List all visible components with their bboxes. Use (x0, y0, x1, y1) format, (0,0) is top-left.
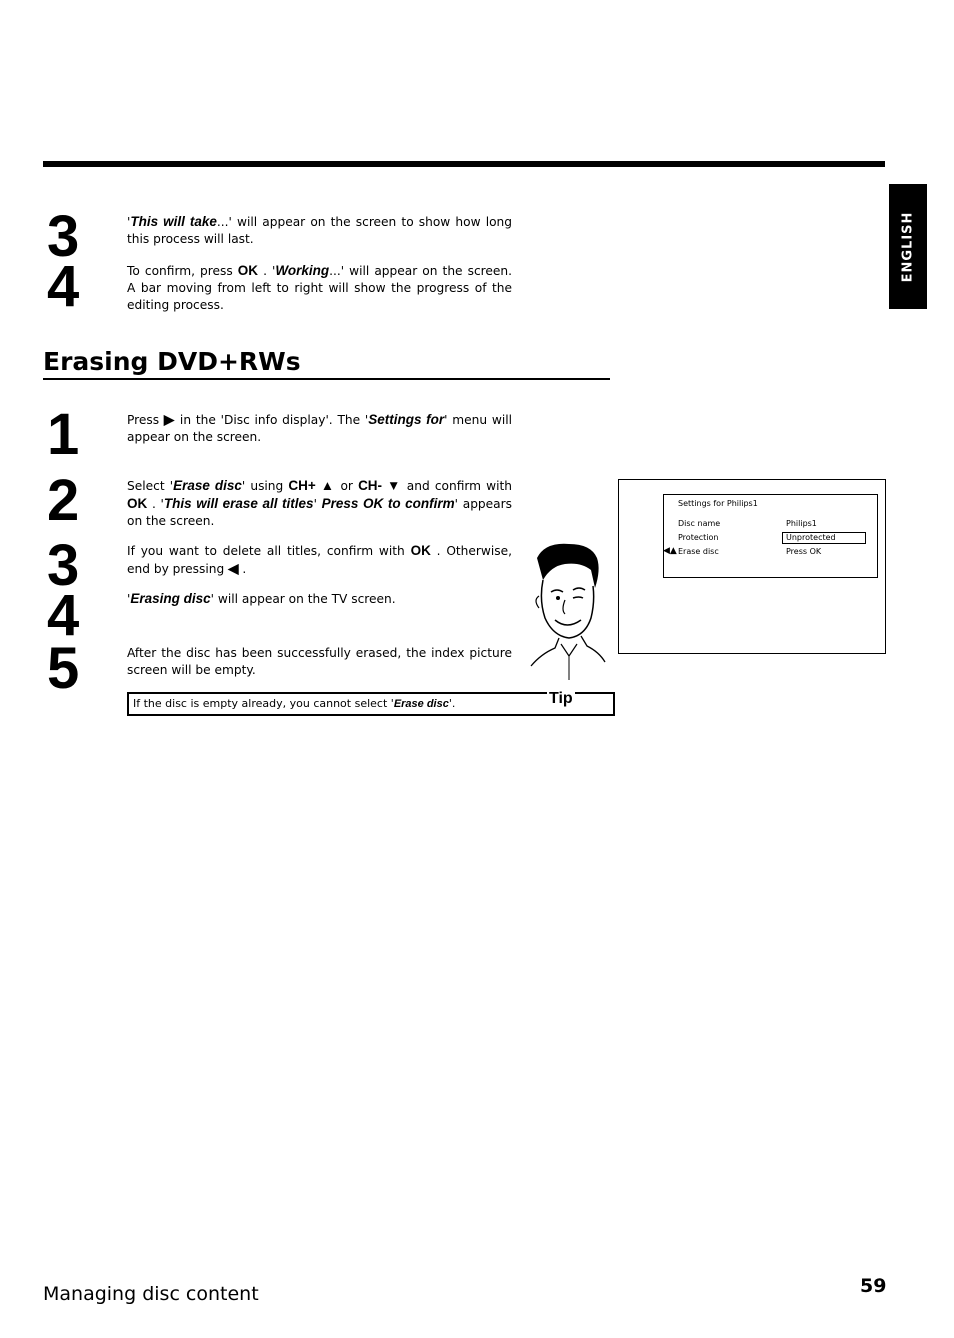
body-text: Select ' (127, 479, 174, 493)
emphasis-text: ◀ (228, 561, 239, 576)
body-text: ' (313, 497, 322, 511)
body-text: ' will appear on the TV screen. (210, 592, 396, 606)
step-text (127, 262, 512, 314)
emphasis-text: CH+ ▲ (288, 478, 336, 493)
step-text (127, 542, 512, 578)
step-number: 3 (47, 533, 79, 598)
emphasis-text: This will take (130, 214, 217, 229)
body-text: . ' (258, 264, 276, 278)
tip-label: Tip (549, 690, 573, 707)
menu-row-value: Unprotected (786, 533, 836, 542)
step-text (127, 213, 512, 248)
tip-text-end: '. (448, 697, 456, 710)
section-title: Erasing DVD+RWs (43, 346, 610, 380)
menu-row-label: Protection (678, 533, 719, 542)
menu-row-value: Press OK (786, 547, 822, 556)
body-text: ' (127, 215, 131, 229)
settings-menu (663, 494, 878, 578)
emphasis-text: OK (237, 263, 259, 278)
emphasis-text: Erase disc (173, 478, 242, 493)
tip-character-illustration (525, 540, 609, 686)
body-text: ' using (241, 479, 289, 493)
language-tab-label: ENGLISH (900, 211, 916, 282)
emphasis-text: Working (275, 263, 330, 278)
step-number: 1 (47, 402, 79, 467)
footer-chapter-title: Managing disc content (43, 1283, 259, 1305)
body-text: ' appears on the screen. (127, 497, 512, 528)
step-text (127, 590, 512, 608)
emphasis-text: OK (127, 496, 148, 511)
body-text: After the disc has been successfully erased, the index picture screen will be empty. (127, 646, 512, 677)
settings-menu-title: Settings for Philips1 (678, 499, 758, 508)
emphasis-text: Erasing disc (130, 591, 211, 606)
step-number: 2 (47, 468, 79, 533)
body-text: ' (127, 592, 131, 606)
language-tab (889, 184, 927, 309)
emphasis-text: Settings for (368, 412, 445, 427)
emphasis-text: This will erase all titles (163, 496, 314, 511)
body-text: . Otherwise, end by pressing (127, 544, 512, 576)
menu-row-label: Disc name (678, 519, 721, 528)
page-number: 59 (860, 1275, 887, 1297)
body-text: in the 'Disc info display'. The ' (175, 413, 369, 427)
tip-text-emphasis: Erase disc (393, 698, 449, 710)
body-text: To confirm, press (127, 264, 238, 278)
menu-row-value: Philips1 (786, 519, 817, 528)
tip-box (127, 692, 615, 716)
body-text: and confirm with (401, 479, 513, 493)
emphasis-text: Press OK to confirm (321, 496, 455, 511)
menu-row-label: Erase disc (678, 547, 719, 556)
emphasis-text: CH- ▼ (358, 478, 402, 493)
body-text: If you want to delete all titles, confirm with (127, 544, 411, 558)
menu-row-highlight (782, 532, 866, 544)
tip-text: If the disc is empty already, you cannot select ' (133, 697, 394, 710)
body-text: ' menu will appear on the screen. (127, 413, 513, 444)
body-text: Press (127, 413, 164, 427)
step-text (127, 645, 512, 679)
body-text: . (238, 562, 247, 576)
emphasis-text: ▶ (163, 412, 176, 427)
step-number: 3 (47, 204, 79, 269)
step-number: 4 (47, 583, 79, 648)
body-text: ...' will appear on the screen to show how long this process will last. (127, 215, 512, 246)
menu-pointer-icon: ◀▲ (663, 546, 677, 556)
body-text: or (335, 479, 359, 493)
emphasis-text: OK (410, 543, 431, 558)
step-number: 4 (47, 254, 79, 319)
top-rule (43, 161, 885, 167)
step-text (127, 411, 512, 446)
step-text (127, 477, 512, 530)
step-number: 5 (47, 636, 79, 701)
body-text: ...' will appear on the screen. A bar moving from left to right will show the progress of the editing process. (127, 264, 512, 312)
body-text: . ' (147, 497, 164, 511)
